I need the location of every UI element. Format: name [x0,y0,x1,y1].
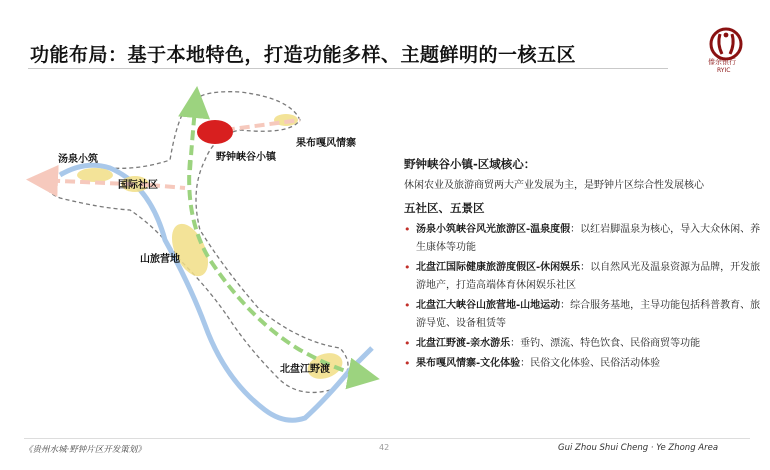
list-item-name: 果布嘎风情寨-文化体验 [416,358,521,369]
footer-divider [24,438,750,439]
zone-list [404,221,764,373]
list-item-desc: ：以红岩脚温泉为核心，导入大众休闲、养生康体等功能 [416,224,761,253]
logo-text: 傣余银行 [708,58,736,66]
core-zone-marker [197,120,233,144]
page-title: 功能布局：基于本地特色，打造功能多样、主题鲜明的一核五区 [30,44,577,66]
list-item [404,297,764,333]
layout-map [0,80,400,440]
list-item [404,355,764,373]
core-title: 野钟峡谷小镇-区域核心： [404,157,536,171]
map-label-tangquan: 汤泉小筑 [58,154,98,165]
list-item-name: 汤泉小筑峡谷风光旅游区-温泉度假 [416,224,571,235]
map-label-guobu: 果布嘎风情寨 [296,138,356,149]
page-number: 42 [379,443,390,452]
footer-project-name: 《贵州水城·野钟片区开发策划》 [24,445,146,455]
description-panel [404,155,764,375]
list-item [404,221,764,257]
list-item-desc: ：综合服务基地，主导功能包括科普教育、旅游导览、设备租赁等 [416,300,761,329]
section-title: 五社区、五景区 [404,201,485,215]
zone-tangquan [77,168,113,182]
list-item-desc: ：民俗文化体验、民俗活动体验 [520,358,661,369]
footer-area-name: Gui Zhou Shui Cheng · Ye Zhong Area [558,443,719,453]
map-label-shanlv: 山旅营地 [140,254,180,265]
list-item [404,335,764,353]
list-item-name: 北盘江国际健康旅游度假区-休闲娱乐 [416,262,581,273]
title-divider [28,68,668,69]
green-arrow-spine [189,160,368,377]
map-label-yezhong: 野钟峡谷小镇 [216,152,276,163]
green-arrow-north [190,98,196,170]
map-label-beipan: 北盘江野渡 [280,364,330,375]
list-item-name: 北盘江大峡谷山旅营地-山地运动 [416,300,561,311]
map-label-guoji: 国际社区 [118,180,158,191]
list-item-desc: ：垂钓、漂流、特色饮食、民俗商贸等功能 [510,338,701,349]
list-item-name: 北盘江野渡-亲水游乐 [416,338,511,349]
river-path [60,165,372,420]
list-item-desc: ：以自然风光及温泉资源为品牌，开发旅游地产，打造高端体育休闲娱乐社区 [416,262,761,291]
list-item [404,259,764,295]
core-description: 休闲农业及旅游商贸两大产业发展为主，是野钟片区综合性发展核心 [404,180,704,191]
logo-subtext: RYIC [717,67,731,74]
